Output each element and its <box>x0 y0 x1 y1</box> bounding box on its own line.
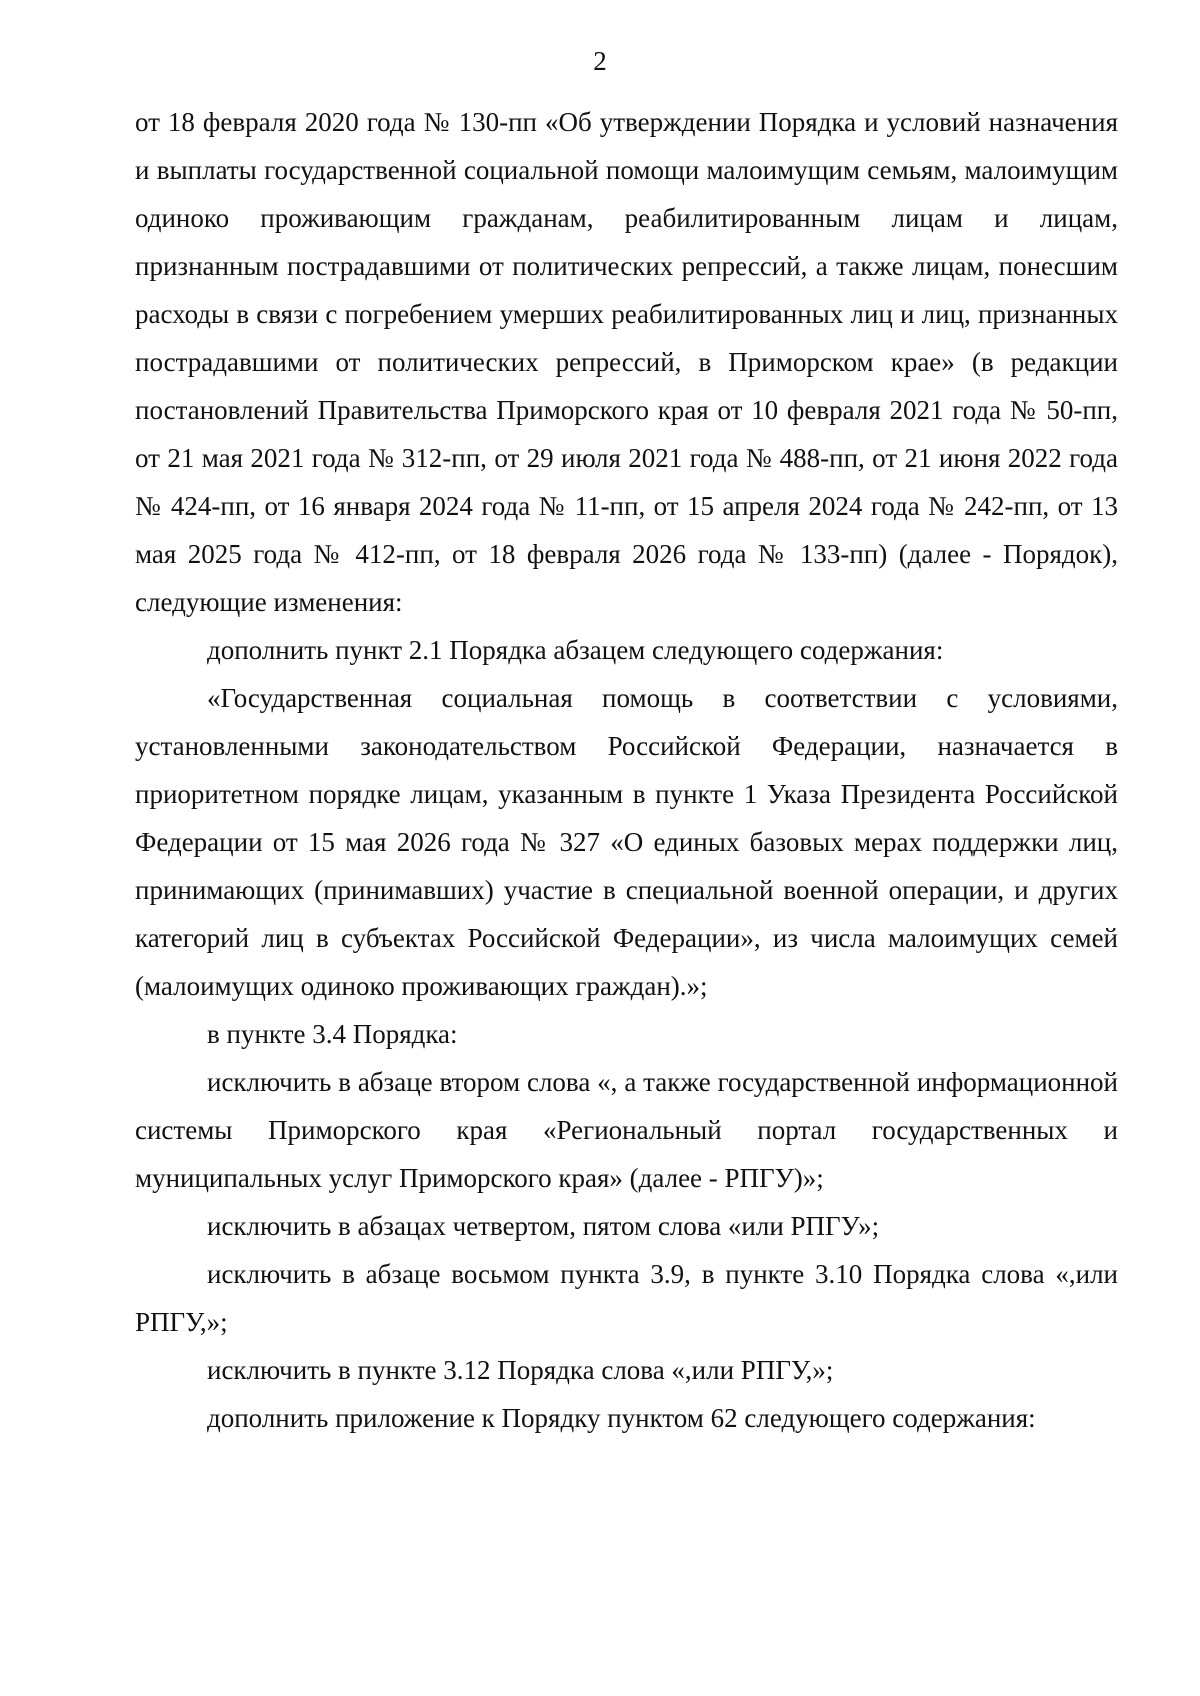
paragraph-exclude-3-9-3-10: исключить в абзаце восьмом пункта 3.9, в пункте 3.10 Порядка слова «,или РПГУ,»; <box>135 1259 1118 1337</box>
page-number: 2 <box>593 46 607 76</box>
paragraph-quoted-text: «Государственная социальная помощь в соответствии с условиями, установленными законодательством Российской Федерации, назначается в приоритетном порядке лицам, указанным в пункте 1 Указа Президента Российской Федерации от 15 мая 2026 года № 327 «О единых базовых мерах поддержки лиц, принимающих (принимавших) участие в специальной военной операции, и других категорий лиц в субъектах Российской Федерации», из числа малоимущих семей (малоимущих одиноко проживающих граждан).»; <box>135 683 1118 1001</box>
paragraph-append-62: дополнить приложение к Порядку пунктом 62 следующего содержания: <box>207 1403 1036 1433</box>
paragraph-exclude-3-12: исключить в пункте 3.12 Порядка слова «,или РПГУ,»; <box>207 1355 834 1385</box>
paragraph-exclude-fourth-fifth: исключить в абзацах четвертом, пятом слова «или РПГУ»; <box>207 1211 880 1241</box>
paragraph-item-3-4: в пункте 3.4 Порядка: <box>207 1019 458 1049</box>
paragraph-exclude-second: исключить в абзаце втором слова «, а также государственной информационной системы Приморского края «Региональный портал государственных и муниципальных услуг Приморского края» (далее - РПГУ)»; <box>135 1067 1118 1193</box>
document-body <box>135 98 1118 1442</box>
paragraph-decree-reference: от 18 февраля 2020 года № 130-пп «Об утверждении Порядка и условий назначения и выплаты государственной социальной помощи малоимущим семьям, малоимущим одиноко проживающим гражданам, реабилитированным лицам и лицам, признанным пострадавшими от политических репрессий, а также лицам, понесшим расходы в связи с погребением умерших реабилитированных лиц и лиц, признанных пострадавшими от политических репрессий, в Приморском крае» (в редакции постановлений Правительства Приморского края от 10 февраля 2021 года № 50-пп, от 21 мая 2021 года № 312-пп, от 29 июля 2021 года № 488-пп, от 21 июня 2022 года № 424-пп, от 16 января 2024 года № 11-пп, от 15 апреля 2024 года № 242-пп, от 13 мая 2025 года № 412-пп, от 18 февраля 2026 года № 133-пп) (далее - Порядок), следующие изменения: <box>135 107 1118 617</box>
paragraph-amend-2-1: дополнить пункт 2.1 Порядка абзацем следующего содержания: <box>207 635 944 665</box>
